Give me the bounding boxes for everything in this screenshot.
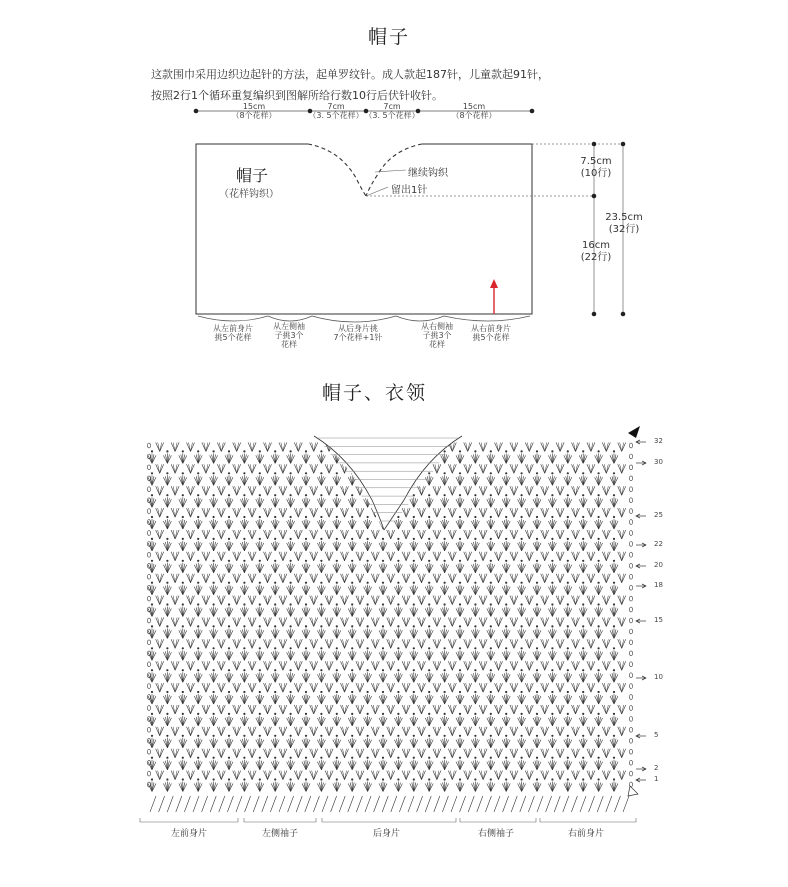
row-label: 10 [654,673,663,681]
row-label: 18 [654,581,663,589]
intro-line-1: 这款围巾采用边织边起针的方法，起单罗纹针。成人款起187针，儿童款起91针， [151,68,549,81]
measure-1-cm: 15cm [242,102,266,111]
note-leave: 留出1针 [391,185,428,196]
side-total-cm: 23.5cm [605,212,643,223]
begin-marker-icon [628,786,638,796]
section-title-hat-collar: 帽子、衣领 [322,382,428,404]
row-label: 1 [654,775,659,783]
measure-4-cm: 15cm [462,102,486,111]
measure-3-cm: 7cm [383,102,401,111]
bottom-section-label: 右侧袖子 [478,829,515,839]
bottom-sections [140,818,636,822]
bottom-note-3-l1: 从后身片挑 [338,324,378,333]
row-label: 5 [654,731,659,739]
measure-3-sub: （3. 5个花样） [364,111,420,120]
row-label: 32 [654,437,663,445]
piece-label: 帽子 [236,166,269,185]
measure-2-cm: 7cm [327,102,345,111]
bottom-note-2-l3: 花样 [281,340,297,349]
bottom-note-5-l1: 从右前身片 [471,324,511,333]
row-label: 2 [654,764,659,772]
bottom-note-4-l1: 从右侧袖 [421,322,453,331]
section-title-hat: 帽子 [368,26,411,48]
side-top-cm: 7.5cm [580,156,612,167]
row-label: 20 [654,561,663,569]
measure-1-sub: （8个花样） [231,111,277,120]
bottom-section-label: 左前身片 [171,829,208,839]
row-label: 30 [654,458,663,466]
bottom-section-label: 左侧袖子 [262,829,299,839]
bottom-section-label: 右前身片 [568,829,605,839]
bottom-note-2-l1: 从左侧袖 [273,322,305,331]
row-markers [636,440,646,782]
bottom-note-3-l2: 7个花样+1针 [333,333,383,342]
measure-2-sub: （3. 5个花样） [308,111,364,120]
bottom-note-1-l1: 从左前身片 [213,324,253,333]
piece-sub: （花样钩织） [219,189,279,200]
row-label: 15 [654,616,663,624]
side-bottom-cm: 16cm [582,240,610,251]
side-top-rows: (10行) [580,168,612,179]
bottom-note-4-l2: 子挑3个 [422,331,452,340]
intro-line-2: 按照2行1个循环重复编织到图解所给行数10行后伏针收针。 [151,89,443,102]
bottom-note-1-l2: 挑5个花样 [214,333,252,342]
row-label: 22 [654,540,663,548]
bottom-note-4-l3: 花样 [429,340,445,349]
bottom-section-label: 后身片 [373,829,401,839]
bottom-note-5-l2: 挑5个花样 [472,333,510,342]
row-label: 25 [654,511,663,519]
bottom-note-2-l2: 子挑3个 [274,331,304,340]
start-marker-icon [628,426,640,438]
side-bottom-rows: (22行) [580,252,612,263]
note-continue: 继续钩织 [408,168,448,179]
side-total-rows: (32行) [608,224,640,235]
measure-4-sub: （8个花样） [451,111,497,120]
